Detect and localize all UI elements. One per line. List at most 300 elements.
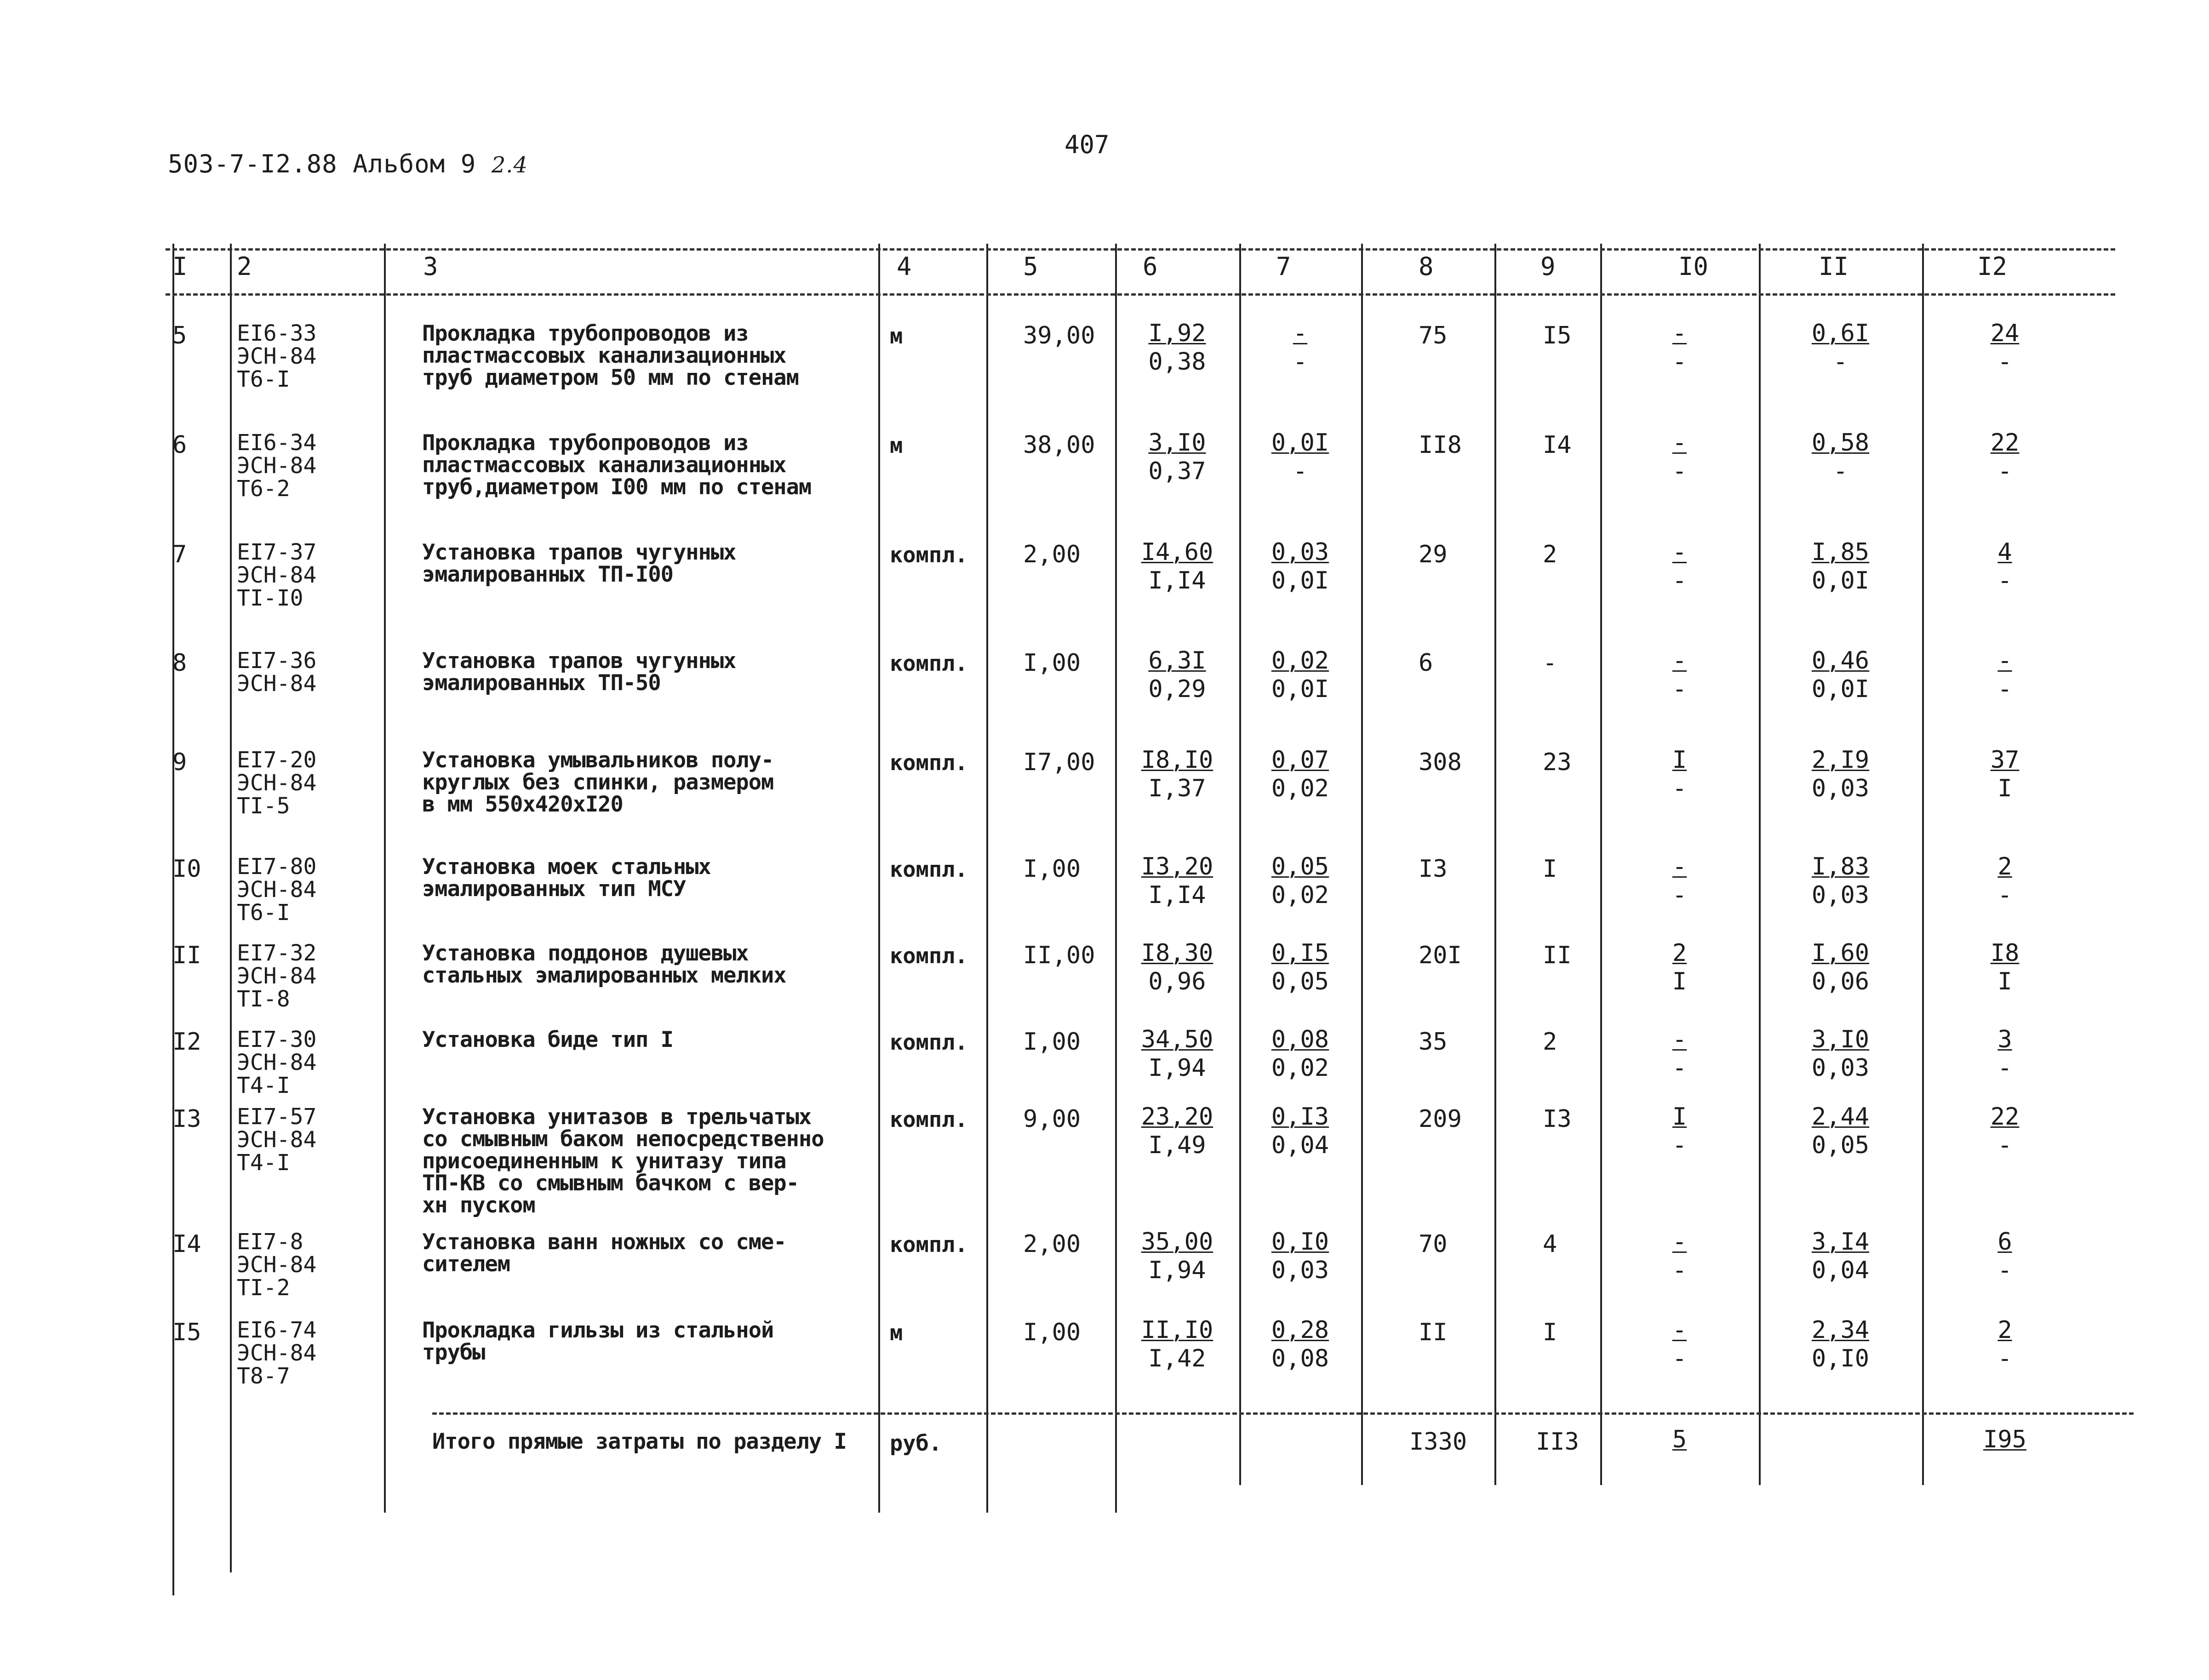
column-rule <box>1239 244 1241 1485</box>
total-labour-top: - <box>1997 647 2012 674</box>
machine-operation-top: - <box>1672 1026 1687 1053</box>
row-number: 9 <box>172 749 187 776</box>
norm-code-line: EI7-8 <box>237 1229 303 1255</box>
machine-operation <box>1634 1103 1726 1160</box>
norm-code-line: EI7-80 <box>237 854 317 880</box>
column-header-6: 6 <box>1143 252 1158 281</box>
column-header-5: 5 <box>1023 252 1038 281</box>
cost-machines-bottom: 0,02 <box>1271 775 1329 802</box>
work-description-line: трубы <box>422 1340 485 1365</box>
row-number: I4 <box>172 1230 201 1258</box>
norm-code <box>237 541 316 610</box>
norm-code-line: ТI-8 <box>237 986 290 1012</box>
column-rule <box>1361 244 1363 1485</box>
column-rule <box>986 244 988 1513</box>
work-description-line: Установка умывальников полу- <box>422 748 774 773</box>
norm-code <box>237 749 316 817</box>
total-labour-bottom: - <box>1997 675 2012 703</box>
total-machine-operation <box>1634 1425 1726 1454</box>
total-labour-bottom: - <box>1997 881 2012 909</box>
labour-hours-bottom: 0,0I <box>1811 567 1870 594</box>
total-labour-top: 6 <box>1997 1228 2012 1256</box>
norm-code <box>237 855 316 924</box>
total-labour-bottom: I <box>1997 968 2012 995</box>
machine-operation-top: - <box>1672 853 1687 880</box>
cost-machines <box>1254 1103 1346 1160</box>
labour-hours-bottom: 0,I0 <box>1811 1345 1870 1372</box>
norm-code-line: EI7-20 <box>237 747 317 773</box>
machine-operation <box>1634 538 1726 595</box>
cost-machines <box>1254 1228 1346 1285</box>
norm-code-line: ТI-2 <box>237 1275 290 1301</box>
cost-materials-top: I4,60 <box>1141 538 1213 566</box>
machine-operation-top: - <box>1672 1316 1687 1344</box>
machine-operation <box>1634 852 1726 909</box>
cost-materials <box>1131 939 1223 996</box>
total-labour <box>1959 646 2051 703</box>
quantity: I,00 <box>1023 1319 1081 1346</box>
quantity: I,00 <box>1023 855 1081 883</box>
quantity: 2,00 <box>1023 541 1081 568</box>
norm-code-line: EI6-74 <box>237 1317 317 1343</box>
labour-cost: 23 <box>1543 749 1572 776</box>
cost-machines-top: 0,I3 <box>1271 1103 1329 1131</box>
work-description <box>422 323 799 389</box>
work-description <box>422 1320 773 1364</box>
norm-code-line: EI6-34 <box>237 430 317 456</box>
cost-materials-bottom: I,37 <box>1148 775 1206 802</box>
total-direct-cost: 209 <box>1419 1105 1462 1133</box>
labour-cost: 4 <box>1543 1230 1557 1258</box>
work-description-line: Прокладка гильзы из стальной <box>422 1318 774 1343</box>
column-rule <box>1494 244 1496 1485</box>
work-description-line: пластмассовых канализационных <box>422 452 786 478</box>
labour-hours <box>1795 646 1887 703</box>
labour-cost: 2 <box>1543 541 1557 568</box>
machine-operation-top: - <box>1672 538 1687 566</box>
labour-hours <box>1795 1316 1887 1373</box>
work-description-line: Установка трапов чугунных <box>422 648 736 674</box>
cost-materials-bottom: I,I4 <box>1148 567 1206 594</box>
labour-cost: I3 <box>1543 1105 1572 1133</box>
column-header-3: 3 <box>423 252 438 281</box>
cost-materials-bottom: 0,37 <box>1148 457 1206 485</box>
total-direct-cost: I330 <box>1409 1428 1467 1456</box>
work-description-line: Установка унитазов в трельчатых <box>422 1104 812 1130</box>
total-labour-cost: II3 <box>1536 1428 1579 1456</box>
unit: м <box>890 1320 903 1346</box>
total-labour-top: 22 <box>1990 429 2020 457</box>
total-direct-cost: 308 <box>1419 749 1462 776</box>
total-labour-bottom: - <box>1997 567 2012 594</box>
column-rule <box>1600 244 1602 1485</box>
cost-machines-bottom: 0,0I <box>1271 675 1329 703</box>
machine-operation <box>1634 1228 1726 1285</box>
cost-materials <box>1131 646 1223 703</box>
norm-code-line: ЭСН-84 <box>237 1050 317 1075</box>
unit: компл. <box>890 857 968 882</box>
unit: м <box>890 324 903 349</box>
column-header-7: 7 <box>1276 252 1291 281</box>
cost-materials-bottom: 0,38 <box>1148 348 1206 376</box>
work-description-line: со смывным баком непосредственно <box>422 1126 824 1152</box>
cost-materials <box>1131 746 1223 803</box>
total-label: Итого прямые затраты по разделу I <box>432 1429 847 1454</box>
work-description-line: труб диаметром 50 мм по стенам <box>422 365 799 390</box>
work-description <box>422 1231 786 1275</box>
work-description-line: эмалированных ТП-50 <box>422 670 661 696</box>
quantity: 39,00 <box>1023 322 1095 349</box>
machine-operation <box>1634 746 1726 803</box>
page-number: 407 <box>1064 130 1110 159</box>
work-description-line: Установка моек стальных <box>422 854 711 880</box>
machine-operation-top: 2 <box>1672 939 1687 967</box>
header-bottom-rule <box>166 293 2115 296</box>
machine-operation-bottom: - <box>1672 1257 1687 1284</box>
cost-materials <box>1131 1025 1223 1082</box>
cost-machines <box>1254 646 1346 703</box>
labour-hours <box>1795 1228 1887 1285</box>
total-labour <box>1959 1025 2051 1082</box>
labour-hours-top: 2,34 <box>1811 1316 1870 1344</box>
machine-operation-bottom: - <box>1672 348 1687 376</box>
labour-hours <box>1795 939 1887 996</box>
norm-code <box>237 1105 316 1174</box>
cost-machines <box>1254 429 1346 486</box>
norm-code-line: EI7-32 <box>237 940 317 966</box>
total-direct-cost: 35 <box>1419 1028 1448 1056</box>
work-description <box>422 650 736 694</box>
unit: компл. <box>890 1107 968 1132</box>
cost-materials <box>1131 1316 1223 1373</box>
row-number: 5 <box>172 322 187 349</box>
machine-operation-top: - <box>1672 647 1687 674</box>
labour-hours <box>1795 319 1887 376</box>
handwritten-mark: 2.4 <box>491 152 528 178</box>
cost-machines <box>1254 1316 1346 1373</box>
column-header-1: I <box>172 252 188 281</box>
cost-machines-top: 0,08 <box>1271 1026 1329 1053</box>
cost-materials-top: I8,30 <box>1141 939 1213 967</box>
column-header-8: 8 <box>1419 252 1434 281</box>
work-description-line: труб,диаметром I00 мм по стенам <box>422 474 812 500</box>
labour-hours-bottom: 0,05 <box>1811 1131 1870 1159</box>
work-description-line: круглых без спинки, размером <box>422 770 774 795</box>
labour-hours-top: 0,58 <box>1811 429 1870 457</box>
cost-machines-bottom: - <box>1293 348 1308 376</box>
total-rule <box>432 1412 2134 1415</box>
cost-machines-bottom: - <box>1293 457 1308 485</box>
cost-materials-bottom: I,94 <box>1148 1257 1206 1284</box>
total-labour <box>1959 1425 2051 1454</box>
labour-hours <box>1795 746 1887 803</box>
labour-hours-bottom: 0,03 <box>1811 1054 1870 1082</box>
cost-materials-bottom: I,94 <box>1148 1054 1206 1082</box>
total-labour-bottom: - <box>1997 1345 2012 1372</box>
cost-materials-top: 35,00 <box>1141 1228 1213 1256</box>
norm-code-line: Т6-I <box>237 366 290 392</box>
total-labour-top: 37 <box>1990 746 2020 774</box>
work-description <box>422 749 773 816</box>
norm-code-line: EI7-37 <box>237 539 317 565</box>
labour-hours <box>1795 1025 1887 1082</box>
total-labour-bottom: - <box>1997 1257 2012 1284</box>
total-labour <box>1959 939 2051 996</box>
machine-operation-top: I <box>1672 1103 1687 1131</box>
norm-code-line: EI7-30 <box>237 1027 317 1052</box>
total-labour-bottom: - <box>1997 457 2012 485</box>
total-direct-cost: 6 <box>1419 649 1433 677</box>
work-description-line: Установка ванн ножных со сме- <box>422 1229 786 1255</box>
work-description-line: ТП-КВ со смывным бачком с вер- <box>422 1171 799 1196</box>
total-labour-top: 24 <box>1990 320 2020 347</box>
column-rule <box>1922 244 1924 1485</box>
quantity: I7,00 <box>1023 749 1095 776</box>
work-description-line: Прокладка трубопроводов из <box>422 430 749 456</box>
norm-code <box>237 1230 316 1299</box>
total-direct-cost: 29 <box>1419 541 1448 568</box>
labour-hours-top: I,60 <box>1811 939 1870 967</box>
cost-materials <box>1131 852 1223 909</box>
norm-code-line: Т6-2 <box>237 476 290 502</box>
norm-code-line: Т4-I <box>237 1150 290 1176</box>
quantity: II,00 <box>1023 942 1095 969</box>
header-top-rule <box>166 248 2115 251</box>
row-number: II <box>172 942 201 969</box>
labour-hours-top: 0,6I <box>1811 320 1870 347</box>
cost-machines-bottom: 0,03 <box>1271 1257 1329 1284</box>
quantity: 38,00 <box>1023 431 1095 459</box>
labour-hours <box>1795 429 1887 486</box>
quantity: 9,00 <box>1023 1105 1081 1133</box>
column-header-9: 9 <box>1540 252 1556 281</box>
machine-operation-bottom: I <box>1672 968 1687 995</box>
work-description-line: Прокладка трубопроводов из <box>422 321 749 346</box>
unit: компл. <box>890 651 968 676</box>
cost-materials-top: 3,I0 <box>1148 429 1206 457</box>
norm-code <box>237 431 316 500</box>
row-number: 6 <box>172 431 187 459</box>
row-number: I0 <box>172 855 201 883</box>
cost-materials-bottom: I,I4 <box>1148 881 1206 909</box>
labour-hours <box>1795 538 1887 595</box>
machine-operation-bottom: - <box>1672 775 1687 802</box>
column-header-12: I2 <box>1977 252 2008 281</box>
norm-code-line: ЭСН-84 <box>237 562 317 588</box>
work-description-line: сителем <box>422 1251 510 1277</box>
norm-code-line: EI7-36 <box>237 648 317 674</box>
column-header-11: II <box>1819 252 1849 281</box>
norm-code-line: EI6-33 <box>237 320 317 346</box>
norm-code-line: ЭСН-84 <box>237 963 317 989</box>
work-description-line: Установка поддонов душевых <box>422 941 749 966</box>
cost-materials <box>1131 1103 1223 1160</box>
column-rule <box>384 244 386 1513</box>
unit: компл. <box>890 1232 968 1257</box>
cost-machines <box>1254 319 1346 376</box>
norm-code-line: ЭСН-84 <box>237 770 317 796</box>
labour-hours-bottom: 0,03 <box>1811 775 1870 802</box>
cost-materials-top: 6,3I <box>1148 647 1206 674</box>
norm-code <box>237 1319 316 1388</box>
machine-operation-bottom: - <box>1672 1131 1687 1159</box>
machine-operation-top: - <box>1672 429 1687 457</box>
labour-hours-bottom: - <box>1833 457 1848 485</box>
cost-machines-top: 0,I0 <box>1271 1228 1329 1256</box>
norm-code-line: ЭСН-84 <box>237 877 317 903</box>
labour-hours-top: 2,I9 <box>1811 746 1870 774</box>
norm-code-line: Т8-7 <box>237 1363 290 1389</box>
machine-operation-top: - <box>1672 1228 1687 1256</box>
row-number: I2 <box>172 1028 201 1056</box>
labour-cost: I <box>1543 855 1557 883</box>
cost-machines-top: 0,05 <box>1271 853 1329 880</box>
quantity: I,00 <box>1023 1028 1081 1056</box>
work-description <box>422 432 811 498</box>
work-description-line: пластмассовых канализационных <box>422 343 786 368</box>
labour-hours-top: I,85 <box>1811 538 1870 566</box>
total-labour-bottom: I <box>1997 775 2012 802</box>
cost-machines-bottom: 0,04 <box>1271 1131 1329 1159</box>
total-labour-top: 4 <box>1997 538 2012 566</box>
work-description <box>422 1106 824 1217</box>
total-labour-top: I8 <box>1990 939 2020 967</box>
machine-operation-bottom: - <box>1672 675 1687 703</box>
labour-hours-bottom: 0,0I <box>1811 675 1870 703</box>
total-direct-cost: 70 <box>1419 1230 1448 1258</box>
norm-code-line: ЭСН-84 <box>237 1127 317 1153</box>
total-direct-cost: II8 <box>1419 431 1462 459</box>
norm-code-line: ЭСН-84 <box>237 453 317 479</box>
labour-hours-top: I,83 <box>1811 853 1870 880</box>
labour-hours-top: 3,I4 <box>1811 1228 1870 1256</box>
labour-hours <box>1795 1103 1887 1160</box>
total-labour-value: I95 <box>1983 1426 2026 1453</box>
norm-code-line: ЭСН-84 <box>237 671 317 697</box>
norm-code-line: ТI-5 <box>237 793 290 819</box>
total-labour <box>1959 746 2051 803</box>
column-header-10: I0 <box>1678 252 1709 281</box>
norm-code <box>237 942 316 1011</box>
labour-hours <box>1795 852 1887 909</box>
cost-materials-top: 34,50 <box>1141 1026 1213 1053</box>
unit: компл. <box>890 943 968 969</box>
total-labour-bottom: - <box>1997 1131 2012 1159</box>
labour-hours-bottom: 0,03 <box>1811 881 1870 909</box>
machine-operation <box>1634 429 1726 486</box>
total-labour-top: 2 <box>1997 1316 2012 1344</box>
cost-machines-top: 0,28 <box>1271 1316 1329 1344</box>
cost-materials-top: I8,I0 <box>1141 746 1213 774</box>
machine-operation <box>1634 1025 1726 1082</box>
norm-code-line: ЭСН-84 <box>237 1340 317 1366</box>
total-labour <box>1959 429 2051 486</box>
norm-code <box>237 322 316 391</box>
cost-machines <box>1254 746 1346 803</box>
machine-operation <box>1634 1316 1726 1373</box>
labour-cost: I5 <box>1543 322 1572 349</box>
cost-machines <box>1254 939 1346 996</box>
work-description-line: присоединенным к унитазу типа <box>422 1149 786 1174</box>
machine-operation <box>1634 646 1726 703</box>
machine-operation <box>1634 319 1726 376</box>
machine-operation-bottom: - <box>1672 457 1687 485</box>
total-labour-top: 2 <box>1997 853 2012 880</box>
cost-materials-bottom: I,42 <box>1148 1345 1206 1372</box>
row-number: 8 <box>172 649 187 677</box>
cost-materials-top: I,92 <box>1148 320 1206 347</box>
total-labour-top: 22 <box>1990 1103 2020 1131</box>
column-header-2: 2 <box>237 252 252 281</box>
norm-code-line: Т4-I <box>237 1073 290 1098</box>
work-description <box>422 1029 673 1051</box>
cost-machines-bottom: 0,02 <box>1271 1054 1329 1082</box>
unit: компл. <box>890 1030 968 1055</box>
work-description-line: стальных эмалированных мелких <box>422 963 786 988</box>
work-description-line: эмалированных ТП-I00 <box>422 562 673 587</box>
norm-code-line: ЭСН-84 <box>237 343 317 369</box>
row-number: 7 <box>172 541 187 568</box>
unit: м <box>890 433 903 458</box>
labour-hours-top: 0,46 <box>1811 647 1870 674</box>
work-description-line: Установка биде тип I <box>422 1027 673 1052</box>
column-rule <box>878 244 880 1513</box>
work-description-line: Установка трапов чугунных <box>422 540 736 565</box>
work-description <box>422 943 786 987</box>
work-description-line: в мм 550х420хI20 <box>422 792 623 817</box>
machine-operation <box>1634 939 1726 996</box>
row-number: I5 <box>172 1319 201 1346</box>
cost-materials-bottom: 0,29 <box>1148 675 1206 703</box>
cost-machines-top: 0,0I <box>1271 429 1329 457</box>
cost-materials-top: II,I0 <box>1141 1316 1213 1344</box>
total-labour <box>1959 538 2051 595</box>
total-direct-cost: 75 <box>1419 322 1448 349</box>
cost-materials <box>1131 319 1223 376</box>
cost-materials <box>1131 538 1223 595</box>
cost-materials <box>1131 1228 1223 1285</box>
machine-operation-bottom: - <box>1672 567 1687 594</box>
total-labour-top: 3 <box>1997 1026 2012 1053</box>
document-code-text: 503-7-I2.88 Альбом 9 <box>168 149 476 178</box>
norm-code <box>237 1028 316 1097</box>
column-rule <box>1115 244 1117 1513</box>
norm-code <box>237 649 316 695</box>
cost-machines <box>1254 852 1346 909</box>
machine-operation-top: I <box>1672 746 1687 774</box>
total-labour <box>1959 319 2051 376</box>
work-description-line: эмалированных тип МСУ <box>422 876 686 902</box>
cost-materials-top: I3,20 <box>1141 853 1213 880</box>
cost-machines-bottom: 0,05 <box>1271 968 1329 995</box>
column-rule <box>1759 244 1761 1485</box>
cost-materials-bottom: 0,96 <box>1148 968 1206 995</box>
cost-materials <box>1131 429 1223 486</box>
total-direct-cost: I3 <box>1419 855 1448 883</box>
column-header-4: 4 <box>897 252 912 281</box>
labour-hours-bottom: 0,06 <box>1811 968 1870 995</box>
total-labour <box>1959 1228 2051 1285</box>
machine-operation-bottom: - <box>1672 1054 1687 1082</box>
unit: компл. <box>890 543 968 568</box>
cost-machines <box>1254 1025 1346 1082</box>
cost-machines <box>1254 538 1346 595</box>
cost-materials-top: 23,20 <box>1141 1103 1213 1131</box>
total-unit: руб. <box>890 1431 942 1456</box>
document-code <box>168 149 528 178</box>
quantity: I,00 <box>1023 649 1081 677</box>
column-rule <box>230 244 232 1572</box>
